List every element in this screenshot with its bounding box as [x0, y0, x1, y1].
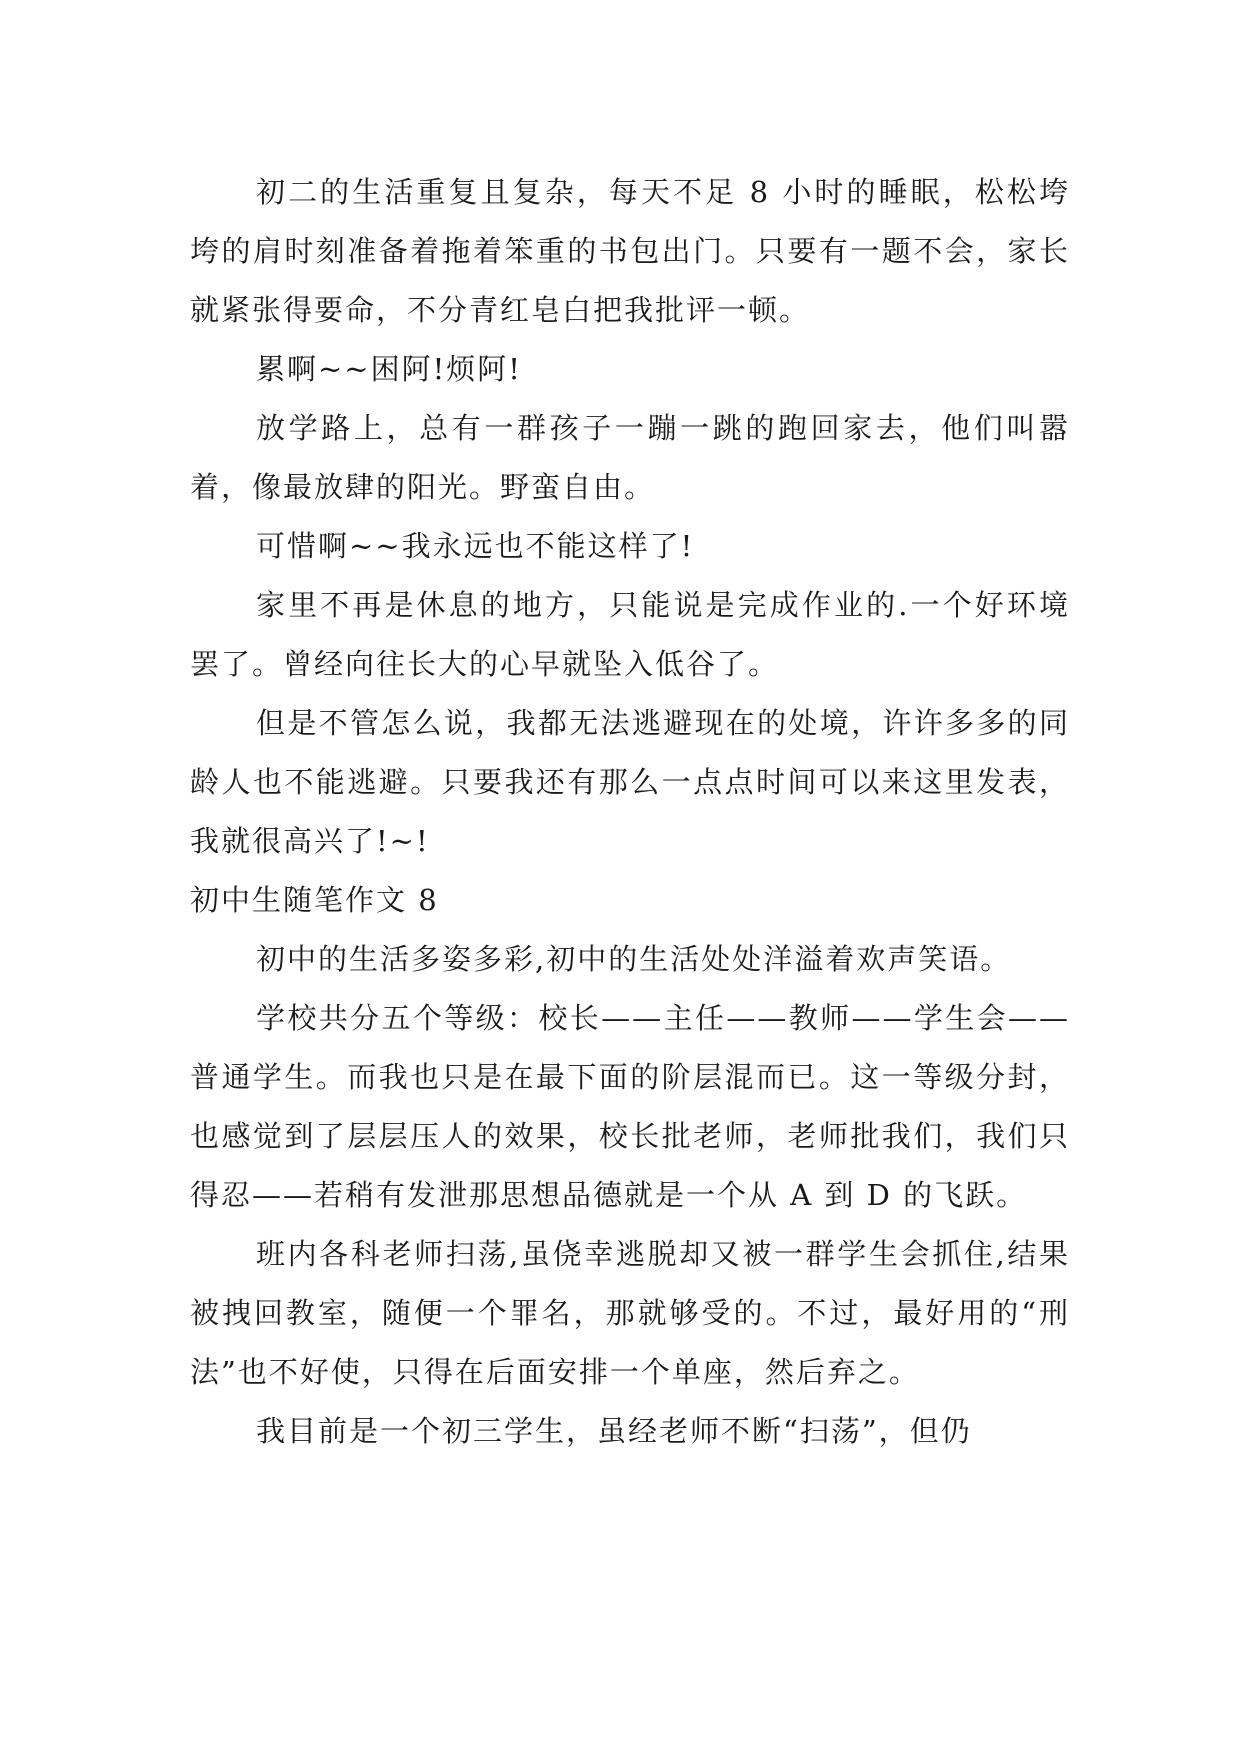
paragraph: 初二的生活重复且复杂，每天不足 8 小时的睡眠，松松垮垮的肩时刻准备着拖着笨重的书包出门。只要有一题不会，家长就紧张得要命，不分青红皂白把我批评一顿。	[190, 175, 1070, 327]
paragraph: 班内各科老师扫荡,虽侥幸逃脱却又被一群学生会抓住,结果被拽回教室，随便一个罪名，那就够受的。不过，最好用的“刑法”也不好使，只得在后面安排一个单座，然后弃之。	[190, 1237, 1070, 1389]
paragraph: 可惜啊~~我永远也不能这样了!	[256, 529, 695, 563]
paragraph: 学校共分五个等级：校长——主任——教师——学生会——普通学生。而我也只是在最下面的阶层混而已。这一等级分封，也感觉到了层层压人的效果，校长批老师，老师批我们，我们只得忍——若稍有发泄那思想品德就是一个从 A 到 D 的飞跃。	[190, 1001, 1070, 1212]
paragraph: 放学路上，总有一群孩子一蹦一跳的跑回家去，他们叫嚣着，像最放肆的阳光。野蛮自由。	[190, 411, 1070, 504]
paragraph: 初中的生活多姿多彩,初中的生活处处洋溢着欢声笑语。	[256, 942, 1012, 976]
section-heading: 初中生随笔作文 8	[190, 883, 439, 917]
document-body	[190, 163, 1070, 1461]
paragraph: 但是不管怎么说，我都无法逃避现在的处境，许许多多的同龄人也不能逃避。只要我还有那么一点点时间可以来这里发表，我就很高兴了!~!	[190, 706, 1070, 858]
paragraph: 累啊~~困阿!烦阿!	[256, 352, 522, 386]
paragraph: 家里不再是休息的地方，只能说是完成作业的.一个好环境罢了。曾经向往长大的心早就坠入低谷了。	[190, 588, 1070, 681]
paragraph: 我目前是一个初三学生，虽经老师不断“扫荡”，但仍	[256, 1414, 972, 1448]
